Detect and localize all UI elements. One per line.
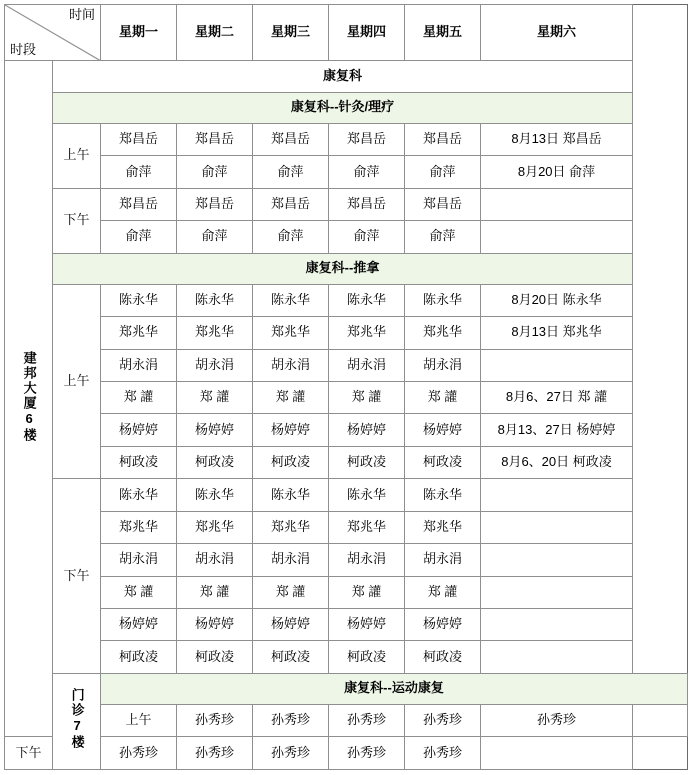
table-cell: 胡永涓 — [101, 349, 177, 381]
table-cell: 郑兆华 — [101, 511, 177, 543]
day-header-wednesday: 星期三 — [253, 5, 329, 61]
table-header-row — [5, 5, 688, 61]
table-cell: 柯政凌 — [177, 641, 253, 673]
table-cell: 郑 讙 — [253, 382, 329, 414]
table-cell: 孙秀珍 — [405, 705, 481, 737]
table-cell: 胡永涓 — [405, 349, 481, 381]
table-cell: 胡永涓 — [405, 544, 481, 576]
table-cell: 柯政凌 — [177, 446, 253, 478]
table-cell: 杨婷婷 — [329, 609, 405, 641]
slot-label-am-sports: 上午 — [101, 705, 177, 737]
table-cell: 柯政凌 — [405, 446, 481, 478]
location-label-clinic: 门诊7楼 — [53, 673, 101, 769]
table-row — [5, 317, 688, 349]
table-cell: 孙秀珍 — [329, 705, 405, 737]
section-title-acupuncture: 康复科--针灸/理疗 — [53, 92, 633, 123]
section-title-sports: 康复科--运动康复 — [101, 673, 688, 704]
table-cell: 郑兆华 — [253, 511, 329, 543]
table-cell: 俞萍 — [405, 156, 481, 188]
table-row — [5, 446, 688, 478]
table-cell: 杨婷婷 — [177, 414, 253, 446]
table-cell — [481, 479, 633, 511]
day-header-friday: 星期五 — [405, 5, 481, 61]
table-cell: 孙秀珍 — [177, 705, 253, 737]
table-cell: 陈永华 — [177, 479, 253, 511]
slot-label-am-tuina: 上午 — [53, 284, 101, 479]
table-cell: 柯政凌 — [101, 446, 177, 478]
schedule-table — [4, 4, 688, 770]
table-cell: 杨婷婷 — [101, 414, 177, 446]
table-cell: 杨婷婷 — [405, 414, 481, 446]
table-cell: 8月20日 陈永华 — [481, 284, 633, 316]
table-row — [5, 641, 688, 673]
slot-label-pm-acupuncture: 下午 — [53, 188, 101, 253]
table-cell: 郑昌岳 — [329, 123, 405, 155]
table-cell: 8月13日 郑昌岳 — [481, 123, 633, 155]
table-cell: 陈永华 — [253, 284, 329, 316]
table-cell: 8月6、27日 郑 讙 — [481, 382, 633, 414]
corner-period-label: 时段 — [10, 41, 37, 57]
section-row-tuina — [5, 253, 688, 284]
table-row — [5, 221, 688, 253]
location-label-building: 建邦大厦6楼 — [5, 61, 53, 737]
table-cell: 柯政凌 — [405, 641, 481, 673]
table-cell: 陈永华 — [177, 284, 253, 316]
table-cell — [633, 705, 688, 737]
table-row — [5, 414, 688, 446]
table-cell: 8月13、27日 杨婷婷 — [481, 414, 633, 446]
table-cell: 柯政凌 — [253, 446, 329, 478]
table-cell: 俞萍 — [101, 156, 177, 188]
table-cell: 郑 讙 — [329, 382, 405, 414]
table-cell: 柯政凌 — [329, 446, 405, 478]
table-cell — [481, 737, 633, 770]
table-cell: 俞萍 — [177, 221, 253, 253]
table-cell: 俞萍 — [329, 156, 405, 188]
table-cell: 孙秀珍 — [253, 737, 329, 770]
table-row — [5, 544, 688, 576]
section-row-acupuncture — [5, 92, 688, 123]
table-cell: 郑昌岳 — [177, 123, 253, 155]
table-cell: 郑 讙 — [177, 382, 253, 414]
table-cell: 孙秀珍 — [329, 737, 405, 770]
table-row — [5, 123, 688, 155]
table-cell: 杨婷婷 — [329, 414, 405, 446]
table-cell: 柯政凌 — [101, 641, 177, 673]
corner-header-cell — [5, 5, 101, 61]
table-cell: 郑 讙 — [101, 576, 177, 608]
table-cell: 郑 讙 — [177, 576, 253, 608]
table-row — [5, 737, 688, 770]
corner-time-label: 时间 — [68, 7, 95, 22]
table-row — [5, 705, 688, 737]
table-cell: 郑 讙 — [329, 576, 405, 608]
table-row — [5, 479, 688, 511]
table-row — [5, 156, 688, 188]
section-title-department: 康复科 — [53, 61, 633, 92]
table-cell: 郑昌岳 — [405, 188, 481, 220]
slot-label-pm-sports: 下午 — [5, 737, 53, 770]
table-cell: 陈永华 — [405, 284, 481, 316]
table-cell: 俞萍 — [405, 221, 481, 253]
slot-label-am-acupuncture: 上午 — [53, 123, 101, 188]
table-cell: 郑昌岳 — [405, 123, 481, 155]
table-cell: 孙秀珍 — [101, 737, 177, 770]
table-cell: 郑兆华 — [177, 511, 253, 543]
table-cell — [481, 544, 633, 576]
table-cell — [481, 188, 633, 220]
table-cell: 郑兆华 — [405, 317, 481, 349]
table-cell: 胡永涓 — [329, 544, 405, 576]
table-cell: 郑兆华 — [329, 317, 405, 349]
table-cell: 郑兆华 — [253, 317, 329, 349]
table-cell: 郑兆华 — [405, 511, 481, 543]
table-cell: 胡永涓 — [253, 349, 329, 381]
table-cell: 陈永华 — [329, 479, 405, 511]
table-cell: 杨婷婷 — [405, 609, 481, 641]
table-cell: 俞萍 — [177, 156, 253, 188]
table-cell: 郑昌岳 — [101, 123, 177, 155]
table-cell: 胡永涓 — [253, 544, 329, 576]
table-row — [5, 188, 688, 220]
table-cell: 胡永涓 — [177, 349, 253, 381]
table-cell: 杨婷婷 — [253, 414, 329, 446]
day-header-tuesday: 星期二 — [177, 5, 253, 61]
table-cell: 胡永涓 — [101, 544, 177, 576]
day-header-monday: 星期一 — [101, 5, 177, 61]
table-cell: 柯政凌 — [253, 641, 329, 673]
table-row — [5, 284, 688, 316]
table-cell: 俞萍 — [253, 221, 329, 253]
day-header-saturday: 星期六 — [481, 5, 633, 61]
table-row — [5, 576, 688, 608]
table-cell: 孙秀珍 — [405, 737, 481, 770]
table-cell: 孙秀珍 — [177, 737, 253, 770]
table-cell: 郑昌岳 — [253, 188, 329, 220]
table-cell: 郑 讙 — [405, 576, 481, 608]
table-cell: 柯政凌 — [329, 641, 405, 673]
table-cell: 郑兆华 — [329, 511, 405, 543]
table-cell — [481, 349, 633, 381]
table-row — [5, 382, 688, 414]
section-row-sports — [5, 673, 688, 704]
table-cell: 杨婷婷 — [253, 609, 329, 641]
table-cell: 8月20日 俞萍 — [481, 156, 633, 188]
table-cell — [481, 221, 633, 253]
table-cell: 8月13日 郑兆华 — [481, 317, 633, 349]
table-cell: 郑兆华 — [101, 317, 177, 349]
table-cell — [481, 641, 633, 673]
table-cell: 8月6、20日 柯政凌 — [481, 446, 633, 478]
table-cell: 郑昌岳 — [253, 123, 329, 155]
table-cell — [481, 576, 633, 608]
table-cell: 俞萍 — [101, 221, 177, 253]
table-cell: 郑 讙 — [101, 382, 177, 414]
section-row-department — [5, 61, 688, 92]
table-cell: 杨婷婷 — [177, 609, 253, 641]
table-row — [5, 349, 688, 381]
slot-label-pm-tuina: 下午 — [53, 479, 101, 674]
table-cell — [481, 511, 633, 543]
table-cell: 郑昌岳 — [329, 188, 405, 220]
table-cell: 孙秀珍 — [481, 705, 633, 737]
table-cell: 胡永涓 — [177, 544, 253, 576]
table-row — [5, 609, 688, 641]
day-header-thursday: 星期四 — [329, 5, 405, 61]
table-cell: 陈永华 — [101, 284, 177, 316]
table-row — [5, 511, 688, 543]
table-cell: 郑昌岳 — [101, 188, 177, 220]
table-cell: 俞萍 — [329, 221, 405, 253]
table-cell: 陈永华 — [253, 479, 329, 511]
table-cell: 胡永涓 — [329, 349, 405, 381]
table-cell: 俞萍 — [253, 156, 329, 188]
table-cell: 郑 讙 — [405, 382, 481, 414]
table-cell: 孙秀珍 — [253, 705, 329, 737]
table-cell: 陈永华 — [405, 479, 481, 511]
table-cell: 杨婷婷 — [101, 609, 177, 641]
table-cell: 陈永华 — [329, 284, 405, 316]
table-cell: 陈永华 — [101, 479, 177, 511]
section-title-tuina: 康复科--推拿 — [53, 253, 633, 284]
table-cell: 郑昌岳 — [177, 188, 253, 220]
table-cell: 郑兆华 — [177, 317, 253, 349]
table-cell: 郑 讙 — [253, 576, 329, 608]
table-cell — [481, 609, 633, 641]
